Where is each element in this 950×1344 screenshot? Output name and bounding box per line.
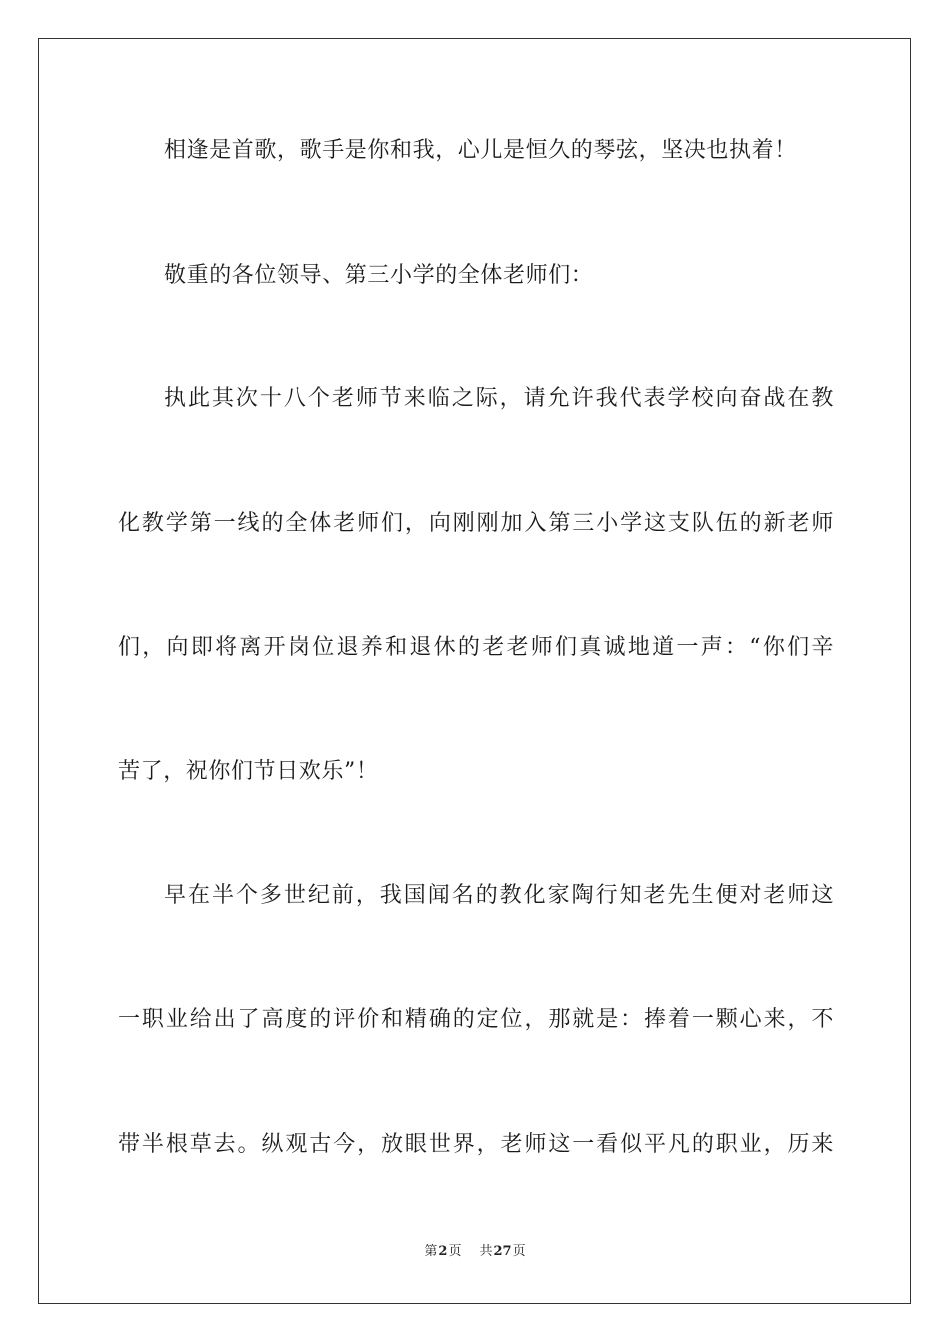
total-suffix: 页	[512, 1244, 526, 1259]
total-pages: 27	[493, 1244, 512, 1259]
page-border	[38, 38, 911, 1304]
paragraph-line-4: 化教学第一线的全体老师们，向刚刚加入第三小学这支队伍的新老师	[118, 511, 834, 536]
page-suffix: 页	[448, 1244, 462, 1259]
page-number: 2	[438, 1244, 448, 1259]
paragraph-line-8: 一职业给出了高度的评价和精确的定位，那就是：捧着一颗心来，不	[118, 1007, 834, 1032]
page-prefix: 第	[424, 1244, 438, 1259]
paragraph-line-6: 苦了，祝你们节日欢乐”！	[118, 759, 379, 784]
paragraph-line-7: 早在半个多世纪前，我国闻名的教化家陶行知老先生便对老师这	[164, 883, 834, 908]
page-footer	[0, 1243, 950, 1261]
paragraph-line-9: 带半根草去。纵观古今，放眼世界，老师这一看似平凡的职业，历来	[118, 1132, 834, 1157]
salutation-line: 敬重的各位领导、第三小学的全体老师们：	[164, 263, 594, 288]
paragraph-line-1: 相逢是首歌，歌手是你和我，心儿是恒久的琴弦，坚决也执着！	[164, 138, 797, 163]
total-prefix: 共	[479, 1244, 493, 1259]
paragraph-line-3: 执此其次十八个老师节来临之际，请允许我代表学校向奋战在教	[164, 386, 834, 411]
paragraph-line-5: 们，向即将离开岗位退养和退休的老老师们真诚地道一声：“你们辛	[118, 635, 834, 660]
